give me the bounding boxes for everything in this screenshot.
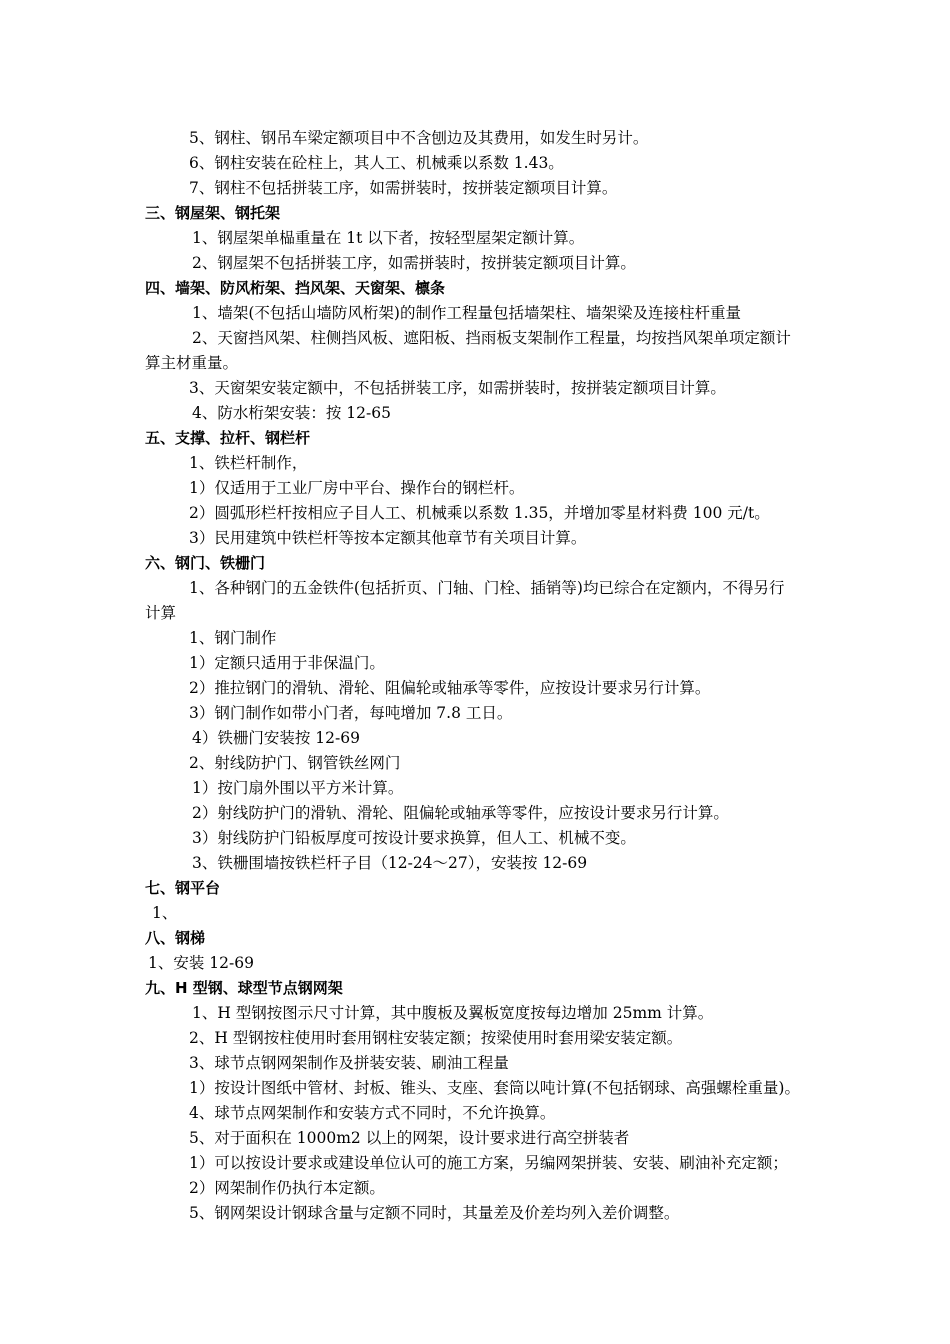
text-line: 计算 <box>145 604 177 622</box>
text-line: 5、钢柱、钢吊车梁定额项目中不含刨边及其费用，如发生时另计。 <box>189 129 649 147</box>
text-line: 2、天窗挡风架、柱侧挡风板、遮阳板、挡雨板支架制作工程量，均按挡风架单项定额计 <box>192 329 791 347</box>
text-line: 2、H 型钢按柱使用时套用钢柱安装定额；按梁使用时套用梁安装定额。 <box>189 1029 683 1047</box>
section-heading: 四、墙架、防风桁架、挡风架、天窗架、檩条 <box>145 279 446 297</box>
text-line: 3、球节点钢网架制作及拼装安装、刷油工程量 <box>189 1054 509 1072</box>
text-line: 3）钢门制作如带小门者，每吨增加 7.8 工日。 <box>189 704 513 722</box>
section-heading: 七、钢平台 <box>145 879 221 897</box>
text-line: 1）可以按设计要求或建设单位认可的施工方案，另编网架拼装、安装、刷油补充定额； <box>189 1154 788 1172</box>
text-line: 1、铁栏杆制作， <box>189 454 308 472</box>
text-line: 2）射线防护门的滑轨、滑轮、阻偏轮或轴承等零件，应按设计要求另行计算。 <box>192 804 729 822</box>
section-heading: 三、钢屋架、钢托架 <box>145 204 281 222</box>
text-line: 1）定额只适用于非保温门。 <box>189 654 385 672</box>
text-line: 3、天窗架安装定额中，不包括拼装工序，如需拼装时，按拼装定额项目计算。 <box>189 379 726 397</box>
text-line: 1）按设计图纸中管材、封板、锥头、支座、套筒以吨计算(不包括钢球、高强螺栓重量)。 <box>189 1079 800 1097</box>
section-heading: 九、H 型钢、球型节点钢网架 <box>145 979 343 997</box>
section-heading: 五、支撑、拉杆、钢栏杆 <box>145 429 311 447</box>
text-line: 1、各种钢门的五金铁件(包括折页、门轴、门栓、插销等)均已综合在定额内，不得另行 <box>189 579 785 597</box>
text-line: 2）圆弧形栏杆按相应子目人工、机械乘以系数 1.35，并增加零星材料费 100 元/t。 <box>189 504 770 522</box>
text-line: 1）按门扇外围以平方米计算。 <box>192 779 404 797</box>
text-line: 6、钢柱安装在砼柱上，其人工、机械乘以系数 1.43。 <box>189 154 564 172</box>
text-line: 2）推拉钢门的滑轨、滑轮、阻偏轮或轴承等零件，应按设计要求另行计算。 <box>189 679 711 697</box>
text-line: 4、防水桁架安装：按 12-65 <box>192 404 391 422</box>
section-heading: 八、钢梯 <box>145 929 206 947</box>
section-heading: 六、钢门、铁栅门 <box>145 554 266 572</box>
text-line: 3、铁栅围墙按铁栏杆子目（12-24～27），安装按 12-69 <box>192 854 588 872</box>
text-line: 1、钢屋架单榀重量在 1t 以下者，按轻型屋架定额计算。 <box>192 229 585 247</box>
text-line: 2）网架制作仍执行本定额。 <box>189 1179 385 1197</box>
text-line: 3）射线防护门铅板厚度可按设计要求换算，但人工、机械不变。 <box>192 829 636 847</box>
text-line: 2、钢屋架不包括拼装工序，如需拼装时，按拼装定额项目计算。 <box>192 254 636 272</box>
text-line: 1、安装 12-69 <box>148 954 254 972</box>
text-line: 5、钢网架设计钢球含量与定额不同时，其量差及价差均列入差价调整。 <box>189 1204 680 1222</box>
text-line: 1）仅适用于工业厂房中平台、操作台的钢栏杆。 <box>189 479 525 497</box>
text-line: 4、球节点网架制作和安装方式不同时，不允许换算。 <box>189 1104 556 1122</box>
text-line: 5、对于面积在 1000m2 以上的网架，设计要求进行高空拼装者 <box>189 1129 630 1147</box>
text-line: 算主材重量。 <box>145 354 239 372</box>
text-line: 1、钢门制作 <box>189 629 277 647</box>
text-line: 1、H 型钢按图示尺寸计算，其中腹板及翼板宽度按每边增加 25mm 计算。 <box>192 1004 714 1022</box>
text-line: 4）铁栅门安装按 12-69 <box>192 729 360 747</box>
text-line: 1、 <box>152 904 178 922</box>
text-line: 7、钢柱不包括拼装工序，如需拼装时，按拼装定额项目计算。 <box>189 179 618 197</box>
text-line: 3）民用建筑中铁栏杆等按本定额其他章节有关项目计算。 <box>189 529 587 547</box>
text-line: 2、射线防护门、钢管铁丝网门 <box>189 754 401 772</box>
text-line: 1、墙架(不包括山墙防风桁架)的制作工程量包括墙架柱、墙架梁及连接柱杆重量 <box>192 304 741 322</box>
